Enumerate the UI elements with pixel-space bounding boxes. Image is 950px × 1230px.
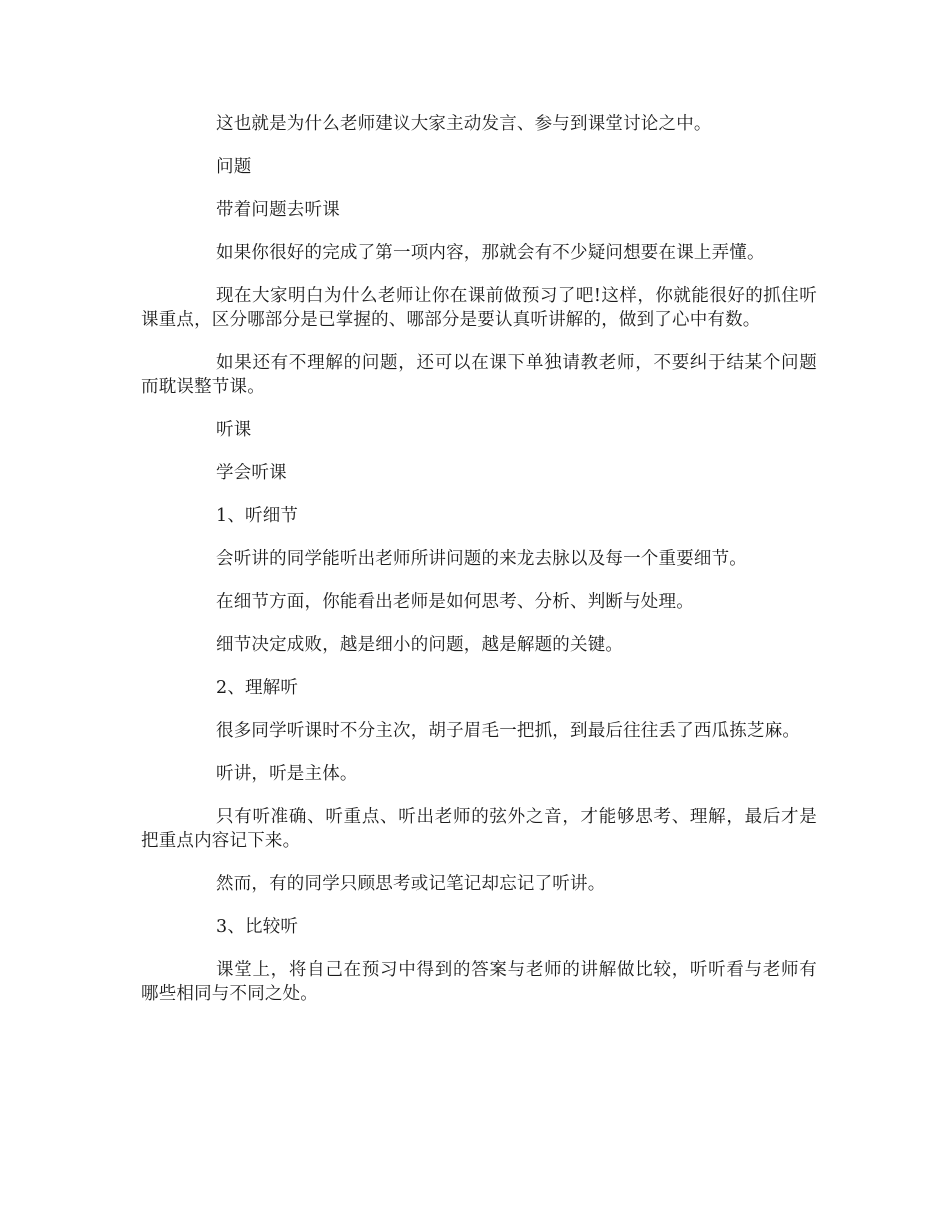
- paragraph: 听讲，听是主体。: [216, 764, 358, 784]
- paragraph: 这也就是为什么老师建议大家主动发言、参与到课堂讨论之中。: [216, 114, 712, 134]
- document-body: [141, 112, 817, 1025]
- numbered-heading: 2、理解听: [216, 678, 299, 698]
- numbered-heading: 1、听细节: [216, 506, 299, 526]
- paragraph: 会听讲的同学能听出老师所讲问题的来龙去脉以及每一个重要细节。: [216, 549, 747, 569]
- subheading: 带着问题去听课: [216, 200, 340, 220]
- paragraph: 现在大家明白为什么老师让你在课前做预习了吧!这样，你就能很好的抓住听课重点，区分哪部分是已掌握的、哪部分是要认真听讲解的，做到了心中有数。: [141, 286, 817, 330]
- paragraph: 如果还有不理解的问题，还可以在课下单独请教老师，不要纠于结某个问题而耽误整节课。: [141, 353, 817, 397]
- paragraph: 课堂上，将自己在预习中得到的答案与老师的讲解做比较，听听看与老师有哪些相同与不同之处。: [141, 960, 817, 1004]
- subheading: 学会听课: [216, 463, 287, 483]
- paragraph: 如果你很好的完成了第一项内容，那就会有不少疑问想要在课上弄懂。: [216, 243, 765, 263]
- numbered-heading: 3、比较听: [216, 917, 299, 937]
- paragraph: 很多同学听课时不分主次，胡子眉毛一把抓，到最后往往丢了西瓜拣芝麻。: [216, 721, 801, 741]
- paragraph: 然而，有的同学只顾思考或记笔记却忘记了听讲。: [216, 874, 606, 894]
- section-heading: 听课: [216, 420, 252, 440]
- paragraph: 在细节方面，你能看出老师是如何思考、分析、判断与处理。: [216, 592, 694, 612]
- paragraph: 细节决定成败，越是细小的问题，越是解题的关键。: [216, 635, 624, 655]
- section-heading: 问题: [216, 157, 252, 177]
- paragraph: 只有听准确、听重点、听出老师的弦外之音，才能够思考、理解，最后才是把重点内容记下来。: [141, 807, 817, 851]
